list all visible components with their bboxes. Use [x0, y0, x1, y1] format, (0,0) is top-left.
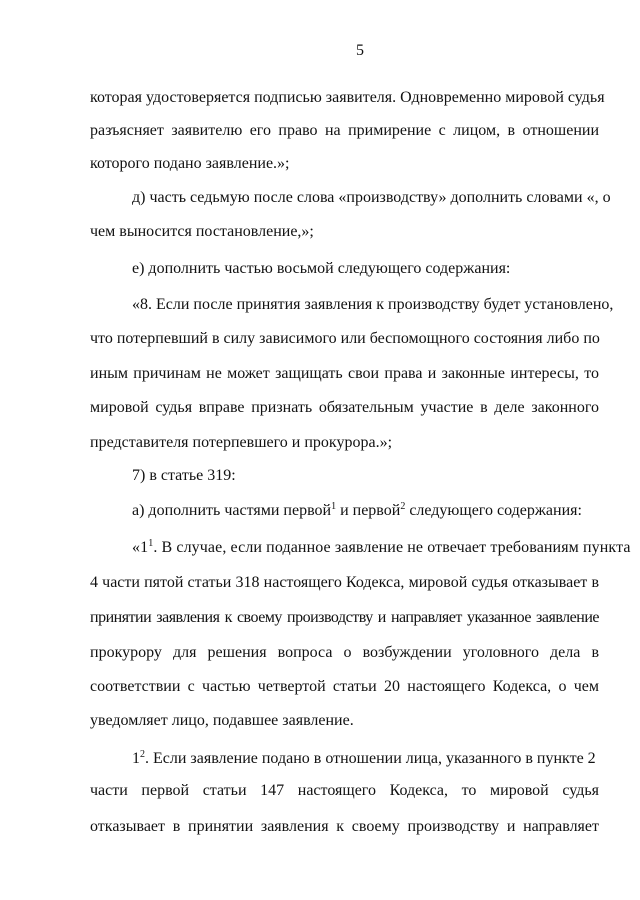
- superscript: 1: [331, 501, 337, 512]
- page-number: 5: [356, 42, 364, 59]
- text-line: [132, 538, 631, 558]
- text-segment: . Если заявление подано в отношении лица, указанного в пункте 2: [145, 750, 596, 767]
- text-line: 4 части пятой статьи 318 настоящего Кодекса, мировой судья отказывает в: [90, 574, 599, 591]
- text-line: иным причинам не может защищать свои права и законные интересы, то: [90, 365, 599, 382]
- text-line: чем выносится постановление,»;: [90, 223, 314, 240]
- text-line: которого подано заявление.»;: [90, 155, 290, 172]
- text-line: «8. Если после принятия заявления к производству будет установлено,: [132, 296, 614, 313]
- text-segment: следующего содержания:: [405, 502, 582, 519]
- text-line: представителя потерпевшего и прокурора.»;: [90, 434, 393, 451]
- text-line: отказывает в принятии заявления к своему производству и направляет: [90, 818, 599, 835]
- superscript: 2: [400, 501, 406, 512]
- text-segment: . В случае, если поданное заявление не отвечает требованиям пункта: [153, 539, 631, 556]
- text-line: принятии заявления к своему производству и направляет указанное заявление: [90, 609, 599, 626]
- text-line: [132, 749, 599, 769]
- text-segment: «1: [132, 539, 149, 556]
- text-segment: и первой: [336, 502, 401, 519]
- text-line: которая удостоверяется подписью заявителя. Одновременно мировой судья: [90, 89, 605, 106]
- text-segment: а) дополнить частями первой: [132, 502, 332, 519]
- text-line: разъясняет заявителю его право на примирение с лицом, в отношении: [90, 122, 599, 139]
- text-segment: 1: [132, 750, 140, 767]
- superscript: 1: [148, 538, 154, 549]
- text-line: части первой статьи 147 настоящего Кодекса, то мировой судья: [90, 782, 599, 799]
- text-line: [132, 501, 599, 521]
- superscript: 2: [140, 749, 145, 760]
- text-line: мировой судья вправе признать обязательным участие в деле законного: [90, 399, 599, 416]
- text-line: уведомляет лицо, подавшее заявление.: [90, 712, 354, 729]
- text-line: д) часть седьмую после слова «производству» дополнить словами «, о: [132, 189, 611, 206]
- text-line: е) дополнить частью восьмой следующего содержания:: [132, 260, 511, 277]
- text-line: что потерпевший в силу зависимого или беспомощного состояния либо по: [90, 330, 600, 347]
- text-line: соответствии с частью четвертой статьи 20 настоящего Кодекса, о чем: [90, 678, 599, 695]
- text-line: прокурору для решения вопроса о возбуждении уголовного дела в: [90, 644, 599, 661]
- text-line: 7) в статье 319:: [132, 467, 236, 484]
